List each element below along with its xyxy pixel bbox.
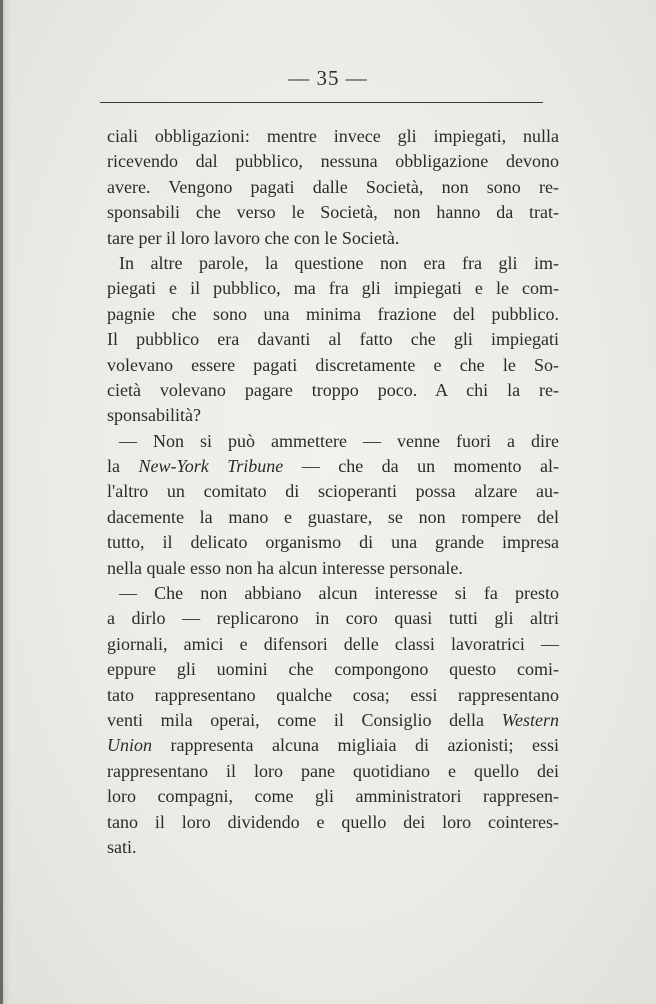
- page-body-text: [107, 124, 559, 860]
- paragraph: [107, 124, 559, 251]
- text-line: rappresentano il loro pane quotidiano e quello dei: [107, 760, 559, 781]
- text-line: tare per il loro lavoro che con le Società.: [107, 227, 400, 248]
- text-line: l'altro un comitato di scioperanti possa alzare au-: [107, 481, 559, 502]
- text-line: ciali obbligazioni: mentre invece gli impiegati, nulla: [107, 126, 559, 146]
- text-line: avere. Vengono pagati dalle Società, non sono re-: [107, 176, 559, 197]
- text-line: sati.: [107, 836, 137, 857]
- text-line: eppure gli uomini che compongono questo comi-: [107, 659, 559, 680]
- italic-title: Union: [107, 735, 152, 756]
- text-run: — che da un momento al-: [283, 456, 559, 477]
- text-line: sponsabili che verso le Società, non hanno da trat-: [107, 202, 559, 223]
- text-line: In altre parole, la questione non era fra gli im-: [119, 252, 559, 273]
- text-line: cietà volevano pagare troppo poco. A chi la re-: [107, 379, 559, 400]
- text-line: [107, 708, 559, 733]
- text-line: nella quale esso non ha alcun interesse personale.: [107, 557, 463, 578]
- text-line: tano il loro dividendo e quello dei loro cointeres-: [107, 811, 559, 832]
- text-run: la: [107, 456, 139, 477]
- text-line: [107, 454, 559, 479]
- text-line: loro compagni, come gli amministratori rappresen-: [107, 786, 559, 807]
- paragraph: [107, 429, 559, 581]
- text-line: ricevendo dal pubblico, nessuna obbligazione devono: [107, 151, 559, 172]
- header-rule: [100, 102, 543, 103]
- text-line: Il pubblico era davanti al fatto che gli impiegati: [107, 329, 559, 350]
- italic-title: New-York Tribune: [138, 456, 284, 477]
- text-line: volevano essere pagati discretamente e che le So-: [107, 354, 559, 375]
- page-number: — 35 —: [288, 66, 368, 90]
- text-line: [107, 733, 559, 758]
- text-line: — Che non abbiano alcun interesse si fa presto: [119, 583, 559, 604]
- text-line: pagnie che sono una minima frazione del pubblico.: [107, 303, 559, 324]
- text-line: dacemente la mano e guastare, se non rompere del: [107, 506, 559, 527]
- paragraph: [107, 251, 559, 429]
- text-line: — Non si può ammettere — venne fuori a dire: [119, 430, 559, 451]
- text-run: venti mila operai, come il Consiglio della: [107, 709, 502, 730]
- text-line: piegati e il pubblico, ma fra gli impiegati e le com-: [107, 278, 559, 299]
- text-run: rappresenta alcuna migliaia di azionisti; essi: [152, 735, 559, 756]
- italic-title: Western: [501, 709, 559, 730]
- text-line: a dirlo — replicarono in coro quasi tutti gli altri: [107, 608, 559, 629]
- paragraph: [107, 581, 559, 860]
- text-line: giornali, amici e difensori delle classi lavoratrici —: [107, 633, 559, 654]
- text-line: sponsabilità?: [107, 405, 201, 426]
- page-left-edge: [0, 0, 3, 1004]
- text-line: tutto, il delicato organismo di una grande impresa: [107, 532, 559, 553]
- text-line: tato rappresentano qualche cosa; essi rappresentano: [107, 684, 559, 705]
